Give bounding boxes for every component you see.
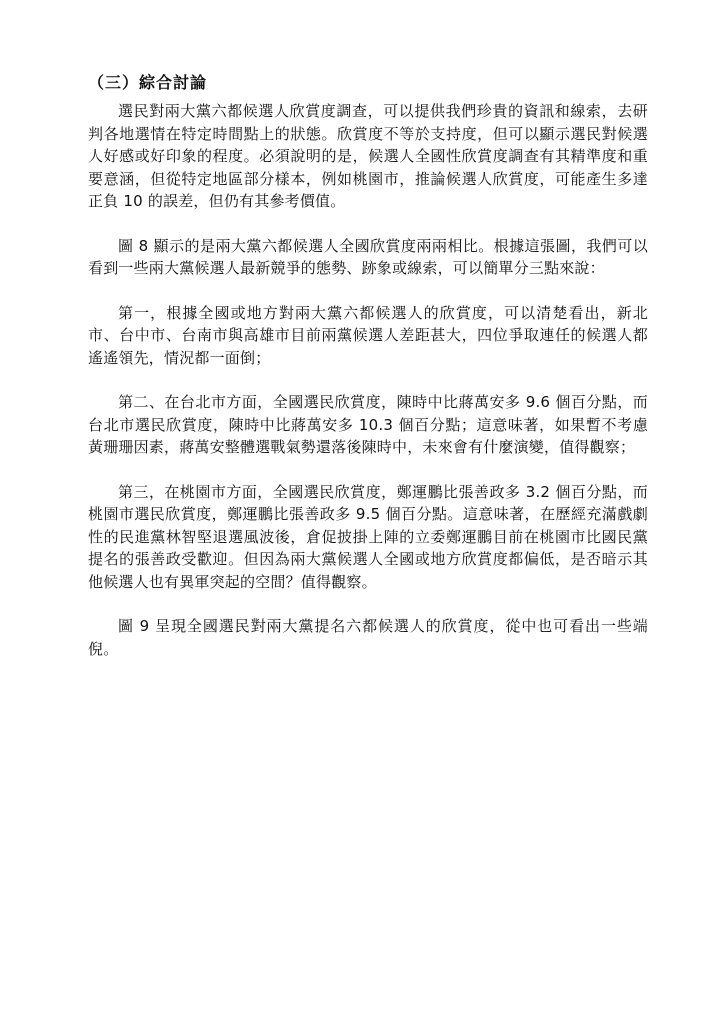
- paragraph-figure-8: 圖 8 顯示的是兩大黨六都候選人全國欣賞度兩兩相比。根據這張圖，我們可以看到一些兩大黨候選人最新競爭的態勢、跡象或線索，可以簡單分三點來說：: [88, 236, 648, 277]
- paragraph-point-1: 第一，根據全國或地方對兩大黨六都候選人的欣賞度，可以清楚看出，新北市、台中市、台南市與高雄市目前兩黨候選人差距甚大，四位爭取連任的候選人都遙遙領先，情況都一面倒；: [88, 303, 648, 367]
- paragraph-point-3: 第三，在桃園市方面，全國選民欣賞度，鄭運鵬比張善政多 3.2 個百分點，而桃園市選民欣賞度，鄭運鵬比張善政多 9.5 個百分點。這意味著，在歷經充滿戲劇性的民進黨林智堅退選風波後，倉促披掛上陣的立委鄭運鵬目前在桃園市比國民黨提名的張善政受歡迎。但因為兩大黨候選人全國或地方欣賞度都偏低，是否暗示其他候選人也有異軍突起的空間？值得觀察。: [88, 482, 648, 591]
- paragraph-intro: 選民對兩大黨六都候選人欣賞度調查，可以提供我們珍貴的資訊和線索，去研判各地選情在特定時間點上的狀態。欣賞度不等於支持度，但可以顯示選民對候選人好感或好印象的程度。必須說明的是，候選人全國性欣賞度調查有其精準度和重要意涵，但從特定地區部分樣本，例如桃園市，推論候選人欣賞度，可能產生多達正負 10 的誤差，但仍有其參考價值。: [88, 102, 648, 210]
- section-heading: （三）綜合討論: [88, 73, 208, 92]
- paragraph-figure-9: 圖 9 呈現全國選民對兩大黨提名六都候選人的欣賞度，從中也可看出一些端倪。: [88, 617, 648, 658]
- paragraph-point-2: 第二、在台北市方面，全國選民欣賞度，陳時中比蔣萬安多 9.6 個百分點，而台北市選民欣賞度，陳時中比蔣萬安多 10.3 個百分點；這意味著，如果暫不考慮黃珊珊因素，蔣萬安整體選戰氣勢還落後陳時中，未來會有什麼演變，值得觀察；: [88, 393, 648, 456]
- document-page: [88, 72, 648, 682]
